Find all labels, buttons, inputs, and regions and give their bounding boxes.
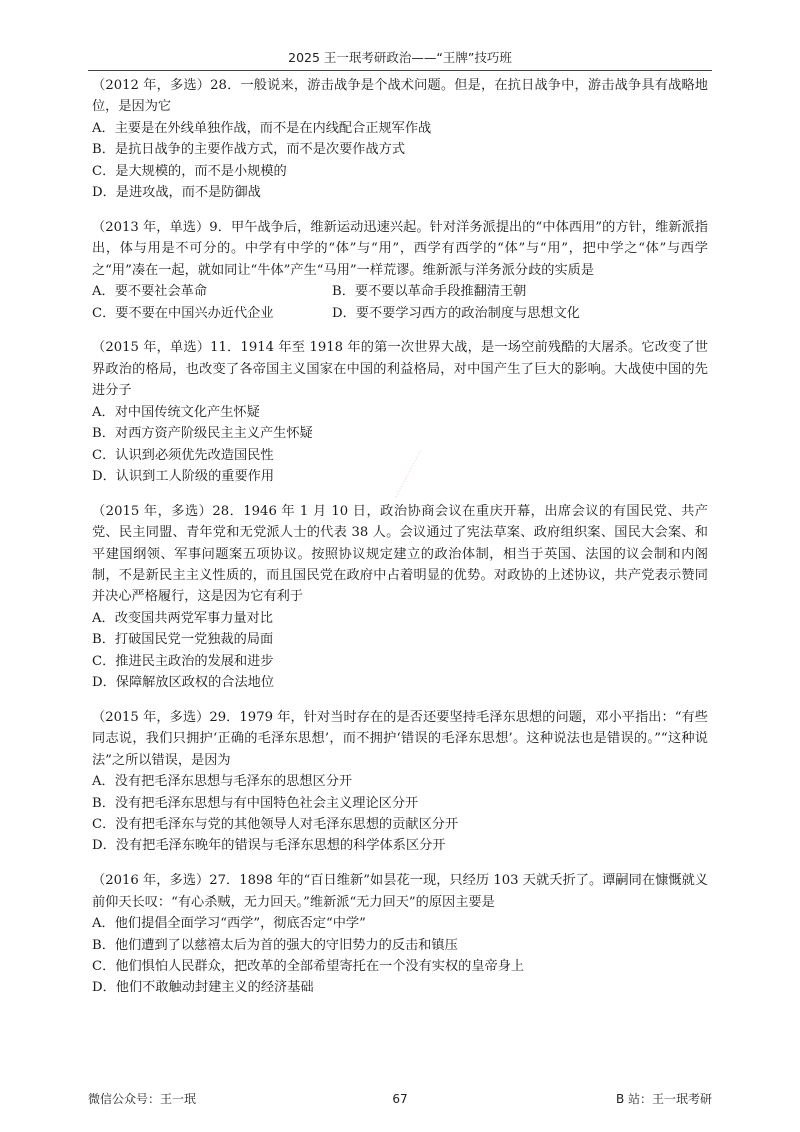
question-stem: （2016 年，多选）27．1898 年的“百日维新”如昙花一现，只经历 103 天就夭折了。谭嗣同在慷慨就义前仰天长叹：“有心杀贼，无力回天。”维新派“无力回天”的原因主要是: [92, 873, 708, 910]
option-c: C．认识到必须优先改造国民性: [92, 447, 274, 463]
option-c: C．他们惧怕人民群众，把改革的全部希望寄托在一个没有实权的皇帝身上: [92, 958, 525, 974]
option-c: C．没有把毛泽东与党的其他领导人对毛泽东思想的贡献区分开: [92, 817, 459, 832]
option-c: C．是大规模的，而不是小规模的: [92, 163, 287, 179]
option-d: D．他们不敢触动封建主义的经济基础: [92, 980, 314, 996]
header-title: 2025 王一珉考研政治——“王牌”技巧班: [288, 50, 512, 65]
option-c: C．推进民主政治的发展和进步: [92, 653, 274, 669]
question-stem: （2012 年，多选）28．一般说来，游击战争是个战术问题。但是，在抗日战争中，游击战争具有战略地位，是因为它: [92, 78, 708, 115]
option-b: B．要不要以革命手段推翻清王朝: [332, 284, 527, 300]
option-d: D．是进攻战，而不是防御战: [92, 185, 261, 201]
question-2016-27: [92, 870, 708, 998]
option-row: [92, 281, 708, 302]
watermark: ···················: [392, 448, 427, 501]
question-stem: （2013 年，单选）9．甲午战争后，维新运动迅速兴起。针对洋务派提出的“中体西用”的方针，维新派指出，体与用是不可分的。中学有中学的“体”与“用”，西学有西学的“体”与“用”，把中学之“体”与西学之“用”凑在一起，就如同让“牛体”产生“马用”一样荒谬。维新派与洋务派分歧的实质是: [92, 219, 708, 278]
question-2015-11: [92, 337, 708, 487]
question-stem: （2015 年，多选）28．1946 年 1 月 10 日，政治协商会议在重庆开幕，出席会议的有国民党、共产党、民主同盟、青年党和无党派人士的代表 38 人。会议通过了宪法草案、政府组织案、国民大会案、和平建国纲领、军事问题案五项协议。按照协议规定建立的政治体制，相当于英国、法国的议会制和内阁制，不是新民主主义性质的，而且国民党在政府中占着明显的优势。对政协的上述协议，共产党表示赞同并决心严格履行，这是因为它有利于: [92, 503, 708, 605]
option-a: A．他们提倡全面学习“西学”，彻底否定“中学”: [92, 916, 366, 932]
footer-wechat: 微信公众号：王一珉: [88, 1092, 197, 1106]
option-d: D．认识到工人阶级的重要作用: [92, 468, 275, 484]
option-d: D．要不要学习西方的政治制度与思想文化: [332, 305, 580, 321]
option-c: C．要不要在中国兴办近代企业: [92, 305, 274, 321]
page-header: [88, 48, 712, 71]
page-footer: [88, 1090, 712, 1107]
option-row: [92, 303, 708, 324]
question-2012-28: [92, 75, 708, 203]
option-a: A．主要是在外线单独作战，而不是在内线配合正规军作战: [92, 120, 432, 136]
option-b: B．打破国民党一党独裁的局面: [92, 632, 274, 648]
question-2015-29: [92, 707, 708, 857]
option-d: D．保障解放区政权的合法地位: [92, 675, 275, 691]
footer-bilibili: B 站：王一珉考研: [615, 1092, 712, 1106]
question-2013-9: [92, 217, 708, 324]
option-b: B．对西方资产阶级民主主义产生怀疑: [92, 426, 313, 442]
option-a: A．要不要社会革命: [92, 284, 208, 300]
option-b: B．是抗日战争的主要作战方式，而不是次要作战方式: [92, 142, 406, 158]
question-list: [92, 75, 708, 1012]
option-d: D．没有把毛泽东晚年的错误与毛泽东思想的科学体系区分开: [92, 838, 446, 854]
page-number: 67: [392, 1091, 408, 1106]
question-stem: （2015 年，单选）11．1914 年至 1918 年的第一次世界大战，是一场空前残酷的大屠杀。它改变了世界政治的格局，也改变了各帝国主义国家在中国的利益格局，对中国产生了巨大的影响。大战使中国的先进分子: [92, 340, 708, 399]
question-2015-28: [92, 501, 708, 694]
option-a: A．改变国共两党军事力量对比: [92, 610, 273, 626]
option-a: A．没有把毛泽东思想与毛泽东的思想区分开: [92, 774, 353, 790]
question-stem: （2015 年，多选）29．1979 年，针对当时存在的是否还要坚持毛泽东思想的问题，邓小平指出：“有些同志说，我们只拥护‘正确的毛泽东思想’，而不拥护‘错误的毛泽东思想’。这种说法也是错误的。”“这种说法”之所以错误，是因为: [92, 709, 708, 768]
option-a: A．对中国传统文化产生怀疑: [92, 404, 260, 420]
option-b: B．没有把毛泽东思想与有中国特色社会主义理论区分开: [92, 795, 419, 811]
option-b: B．他们遭到了以慈禧太后为首的强大的守旧势力的反击和镇压: [92, 937, 458, 953]
